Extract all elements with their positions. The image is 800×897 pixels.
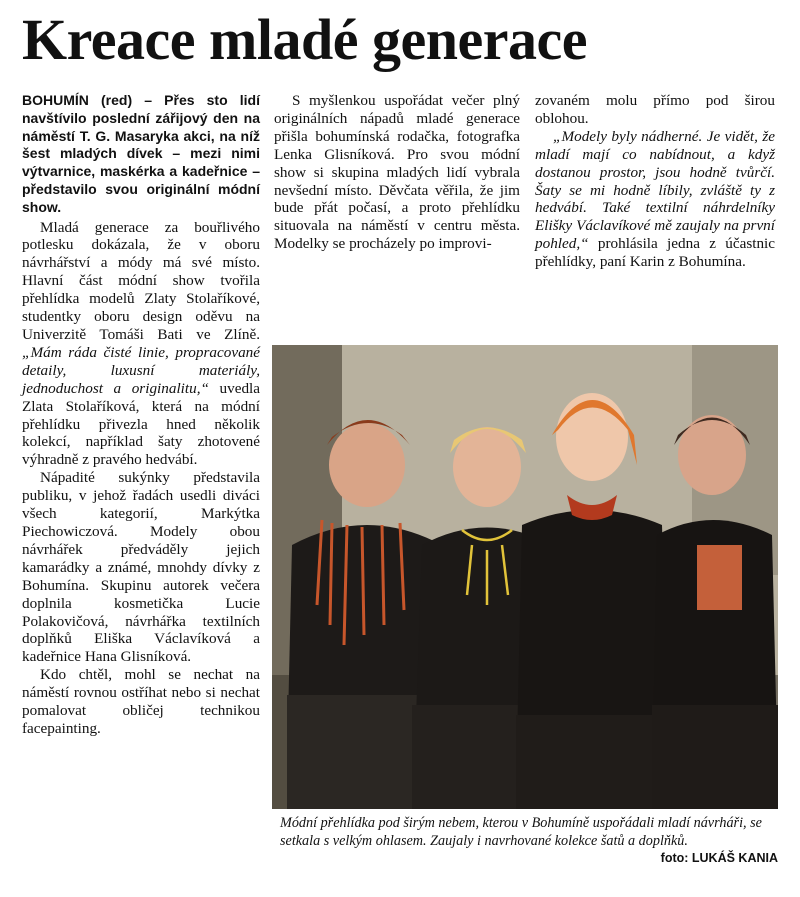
article-column-1 — [22, 92, 260, 738]
photo-credit: foto: LUKÁŠ KANIA — [660, 851, 778, 866]
paragraph-continuation: zovaném molu přímo pod širou oblohou. — [535, 92, 775, 127]
article-column-2 — [274, 92, 520, 253]
paragraph-text: prohlásila jedna z účastnic přehlídky, paní Karin z Bohumína. — [535, 235, 775, 271]
fashion-show-photo — [272, 345, 778, 809]
paragraph-models: Nápadité sukýnky představila publiku, v jehož řadách usedli diváci všech kategorií, Markýtka Piechowiczová. Modely obou návrhářek předváděly jejich kamarádky a známé, mnohdy dívky z Bohumína. Skupinu autorek večera doplnila kosmetička Lucie Polakovičová, návrhářka textilních doplňků Eliška Václavíková a kadeřnice Hana Glisníková. — [22, 469, 260, 666]
paragraph-text: uvedla Zlata Stolaříková, která na módní přehlídku přivezla hned několik kolekcí, například šaty zhotovené výhradně z pravého hedvábí. — [22, 379, 260, 469]
headline: Kreace mladé generace — [22, 7, 587, 72]
article-column-3 — [535, 92, 775, 271]
paragraph-facepainting: Kdo chtěl, mohl se nechat na náměstí rovnou ostříhat nebo si nechat pomalovat obličej technikou facepainting. — [22, 666, 260, 737]
paragraph-text: Mladá generace za bouřlivého potlesku dokázala, že v oboru návrhářství a módy má své místo. Hlavní část módní show tvořila přehlídka modelů Zlaty Stolaříkové, studentky oboru design oděvu na Univerzitě Tomáši Bati ve Zlíně. — [22, 218, 260, 344]
paragraph-visitor-quote — [535, 128, 775, 271]
designer-quote: „Mám ráda čisté linie, propracované detaily, luxusní materiály, jednoduchost a originalitu,“ — [22, 343, 260, 397]
article-lead: BOHUMÍN (red) – Přes sto lidí navštívilo poslední zářijový den na náměstí T. G. Masaryka akci, na níž šest mladých dívek – mezi nimi výtvarnice, maskérka a kadeřnice – představilo svou originální módní show. — [22, 92, 260, 215]
paragraph-designers — [22, 219, 260, 470]
caption-text: Módní přehlídka pod širým nebem, kterou v Bohumíně uspořádali mladí návrháři, se setkala s velkým ohlasem. Zaujaly i navrhované kolekce šatů a doplňků. — [280, 815, 762, 849]
paragraph-idea: S myšlenkou uspořádat večer plný originálních nápadů mladé generace přišla bohumínská rodačka, fotografka Lenka Glisníková. Pro svou módní show si skupina mladých lidí vybrala nevšední místo. Děvčata věřila, že jim bude přát počasí, a proto přehlídku situovala na náměstí v centru města. Modelky se procházely po improvi- — [274, 92, 520, 253]
visitor-quote: „Modely byly nádherné. Je vidět, že mladí mají co nabídnout, a když dostanou prostor, jsou hodně tvůrčí. Šaty se mi hodně líbily, zvláště ty z hedvábí. Také textilní náhrdelníky Elišky Václavíkové mě zaujaly na první pohled,“ — [535, 127, 775, 253]
photo-caption — [280, 815, 778, 868]
